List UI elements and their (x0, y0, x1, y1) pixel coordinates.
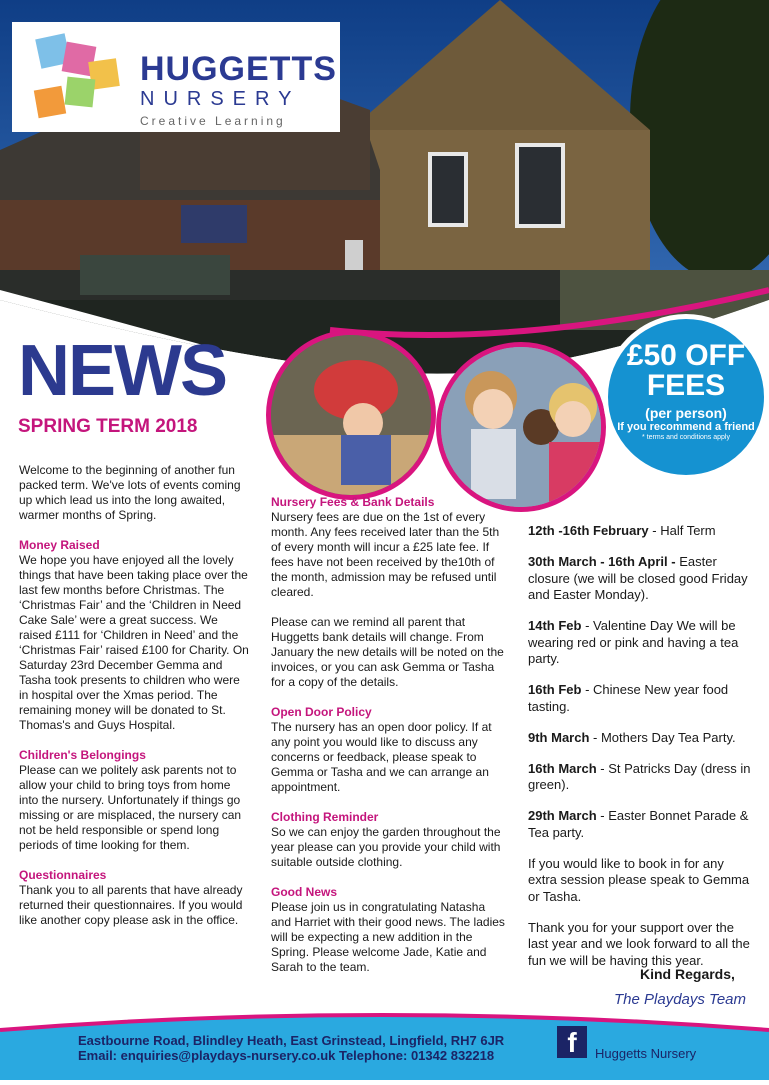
facebook-icon[interactable]: f (557, 1026, 587, 1058)
promo-line2: FEES (646, 369, 726, 402)
child-photo-circle-2 (436, 342, 606, 512)
footer-contact: Email: enquiries@playdays-nursery.co.uk Telephone: 01342 832218 (78, 1048, 495, 1063)
event-date: 30th March - 16th April - (528, 554, 676, 569)
section-text: We hope you have enjoyed all the lovely things that have been taking place over the last few months before Christmas. The ‘Christmas Fair’ and the ‘Children in Need Cake Sale’ were a great success. We raised £111 for ‘Children in Need’ and the ‘Christmas Fair’ raised £100 for Charity. On Saturday 23rd December Gemma and Tasha took presents to children who were in hospital over the Xmas period. The remaining money will be donated to St. Thomas's and Guys Hospital. (19, 553, 249, 732)
thanks-text: Thank you for your support over the last year and we look forward to all the fun we will be having this year. (528, 919, 750, 968)
promo-badge (603, 314, 769, 480)
kind-regards: Kind Regards, (640, 966, 735, 982)
section-heading: Questionnaires (19, 868, 107, 882)
event-text: - Valentine Day We will be wearing red or pink and having a tea party. (528, 618, 739, 666)
booking-text: If you would like to book in for any extra session please speak to Gemma or Tasha. (528, 855, 750, 904)
facebook-label[interactable]: Huggetts Nursery (595, 1046, 697, 1061)
intro-text: Welcome to the beginning of another fun packed term. We've lots of events coming up which lead us into the long awaited, warmer months of Spring. (19, 463, 241, 522)
section-heading: Clothing Reminder (271, 810, 379, 824)
section-text: So we can enjoy the garden throughout the year please can you provide your child with suitable outside clothing. (271, 825, 501, 869)
signature: The Playdays Team (614, 991, 747, 1008)
logo-panel (12, 22, 340, 132)
blocks-logo-icon (20, 28, 130, 128)
footer-address: Eastbourne Road, Blindley Heath, East Grinstead, Lingfield, RH7 6JR (78, 1033, 505, 1048)
event-date: 14th Feb (528, 618, 582, 633)
child-photo-circle-1 (266, 330, 436, 500)
event-item (528, 523, 753, 540)
event-date: 16th Feb (528, 682, 582, 697)
promo-line4: If you recommend a friend (617, 421, 755, 433)
column-left (19, 463, 252, 928)
event-date: 16th March (528, 760, 597, 776)
event-item (528, 682, 753, 715)
event-date: 12th -16th February (528, 523, 649, 538)
event-text: Easter closure (we will be closed good Friday and Easter Monday). (528, 554, 748, 602)
term-title: SPRING TERM 2018 (18, 416, 198, 437)
promo-terms: * terms and conditions apply (642, 434, 730, 441)
event-item (528, 761, 753, 794)
event-text: - Easter Bonnet Parade & Tea party. (528, 808, 749, 840)
section-heading: Children's Belongings (19, 748, 146, 762)
section-heading: Open Door Policy (271, 705, 372, 719)
promo-line1: £50 OFF (626, 339, 746, 372)
news-headline: NEWS (18, 331, 226, 411)
logo-title: HUGGETTS (140, 50, 337, 88)
event-text: - Half Term (648, 523, 716, 538)
promo-line3: (per person) (645, 405, 727, 421)
column-middle (271, 495, 506, 975)
section-text: Thank you to all parents that have already returned their questionnaires. If you would like another copy please ask in the office. (19, 883, 243, 927)
event-date: 9th March (528, 729, 590, 745)
section-text: Nursery fees are due on the 1st of every month. Any fees received later than the 5th of every month will incur a £25 late fee. If fees have not been received by the10th of the month, admission may be refused until cleared. (271, 510, 500, 599)
column-right (528, 523, 753, 984)
event-text: - Mothers Day Tea Party. (589, 729, 736, 745)
section-heading: Good News (271, 885, 338, 899)
logo-subtitle: NURSERY (140, 88, 301, 110)
section-text: Please can we remind all parent that Huggetts bank details will change. From January the new details will be noted on the invoices, or you can ask Gemma or Tasha for a copy of the details. (271, 615, 504, 689)
logo-tagline: Creative Learning (140, 114, 286, 128)
event-item (528, 618, 753, 668)
event-item (528, 554, 753, 604)
event-item (528, 808, 753, 841)
event-item (528, 730, 753, 747)
section-heading: Money Raised (19, 538, 100, 552)
section-text: Please can we politely ask parents not to allow your child to bring toys from home into the nursery. Unfortunately if things go missing or are misplaced, the nursery can not be held responsible or spend long periods of time looking for them. (19, 763, 242, 852)
event-date: 29th March (528, 808, 597, 823)
section-text: Please join us in congratulating Natasha and Harriet with their good news. The ladies will be expecting a new addition in the Spring. Please welcome Jade, Katie and Sarah to the team. (271, 900, 505, 974)
event-text: - Chinese New year food tasting. (528, 682, 729, 714)
section-heading: Nursery Fees & Bank Details (271, 495, 435, 509)
section-text: The nursery has an open door policy. If at any point you would like to discuss any concerns or feedback, please speak to Gemma or Tasha and we can arrange an appointment. (271, 720, 492, 794)
event-text: - St Patricks Day (dress in green). (528, 760, 751, 792)
